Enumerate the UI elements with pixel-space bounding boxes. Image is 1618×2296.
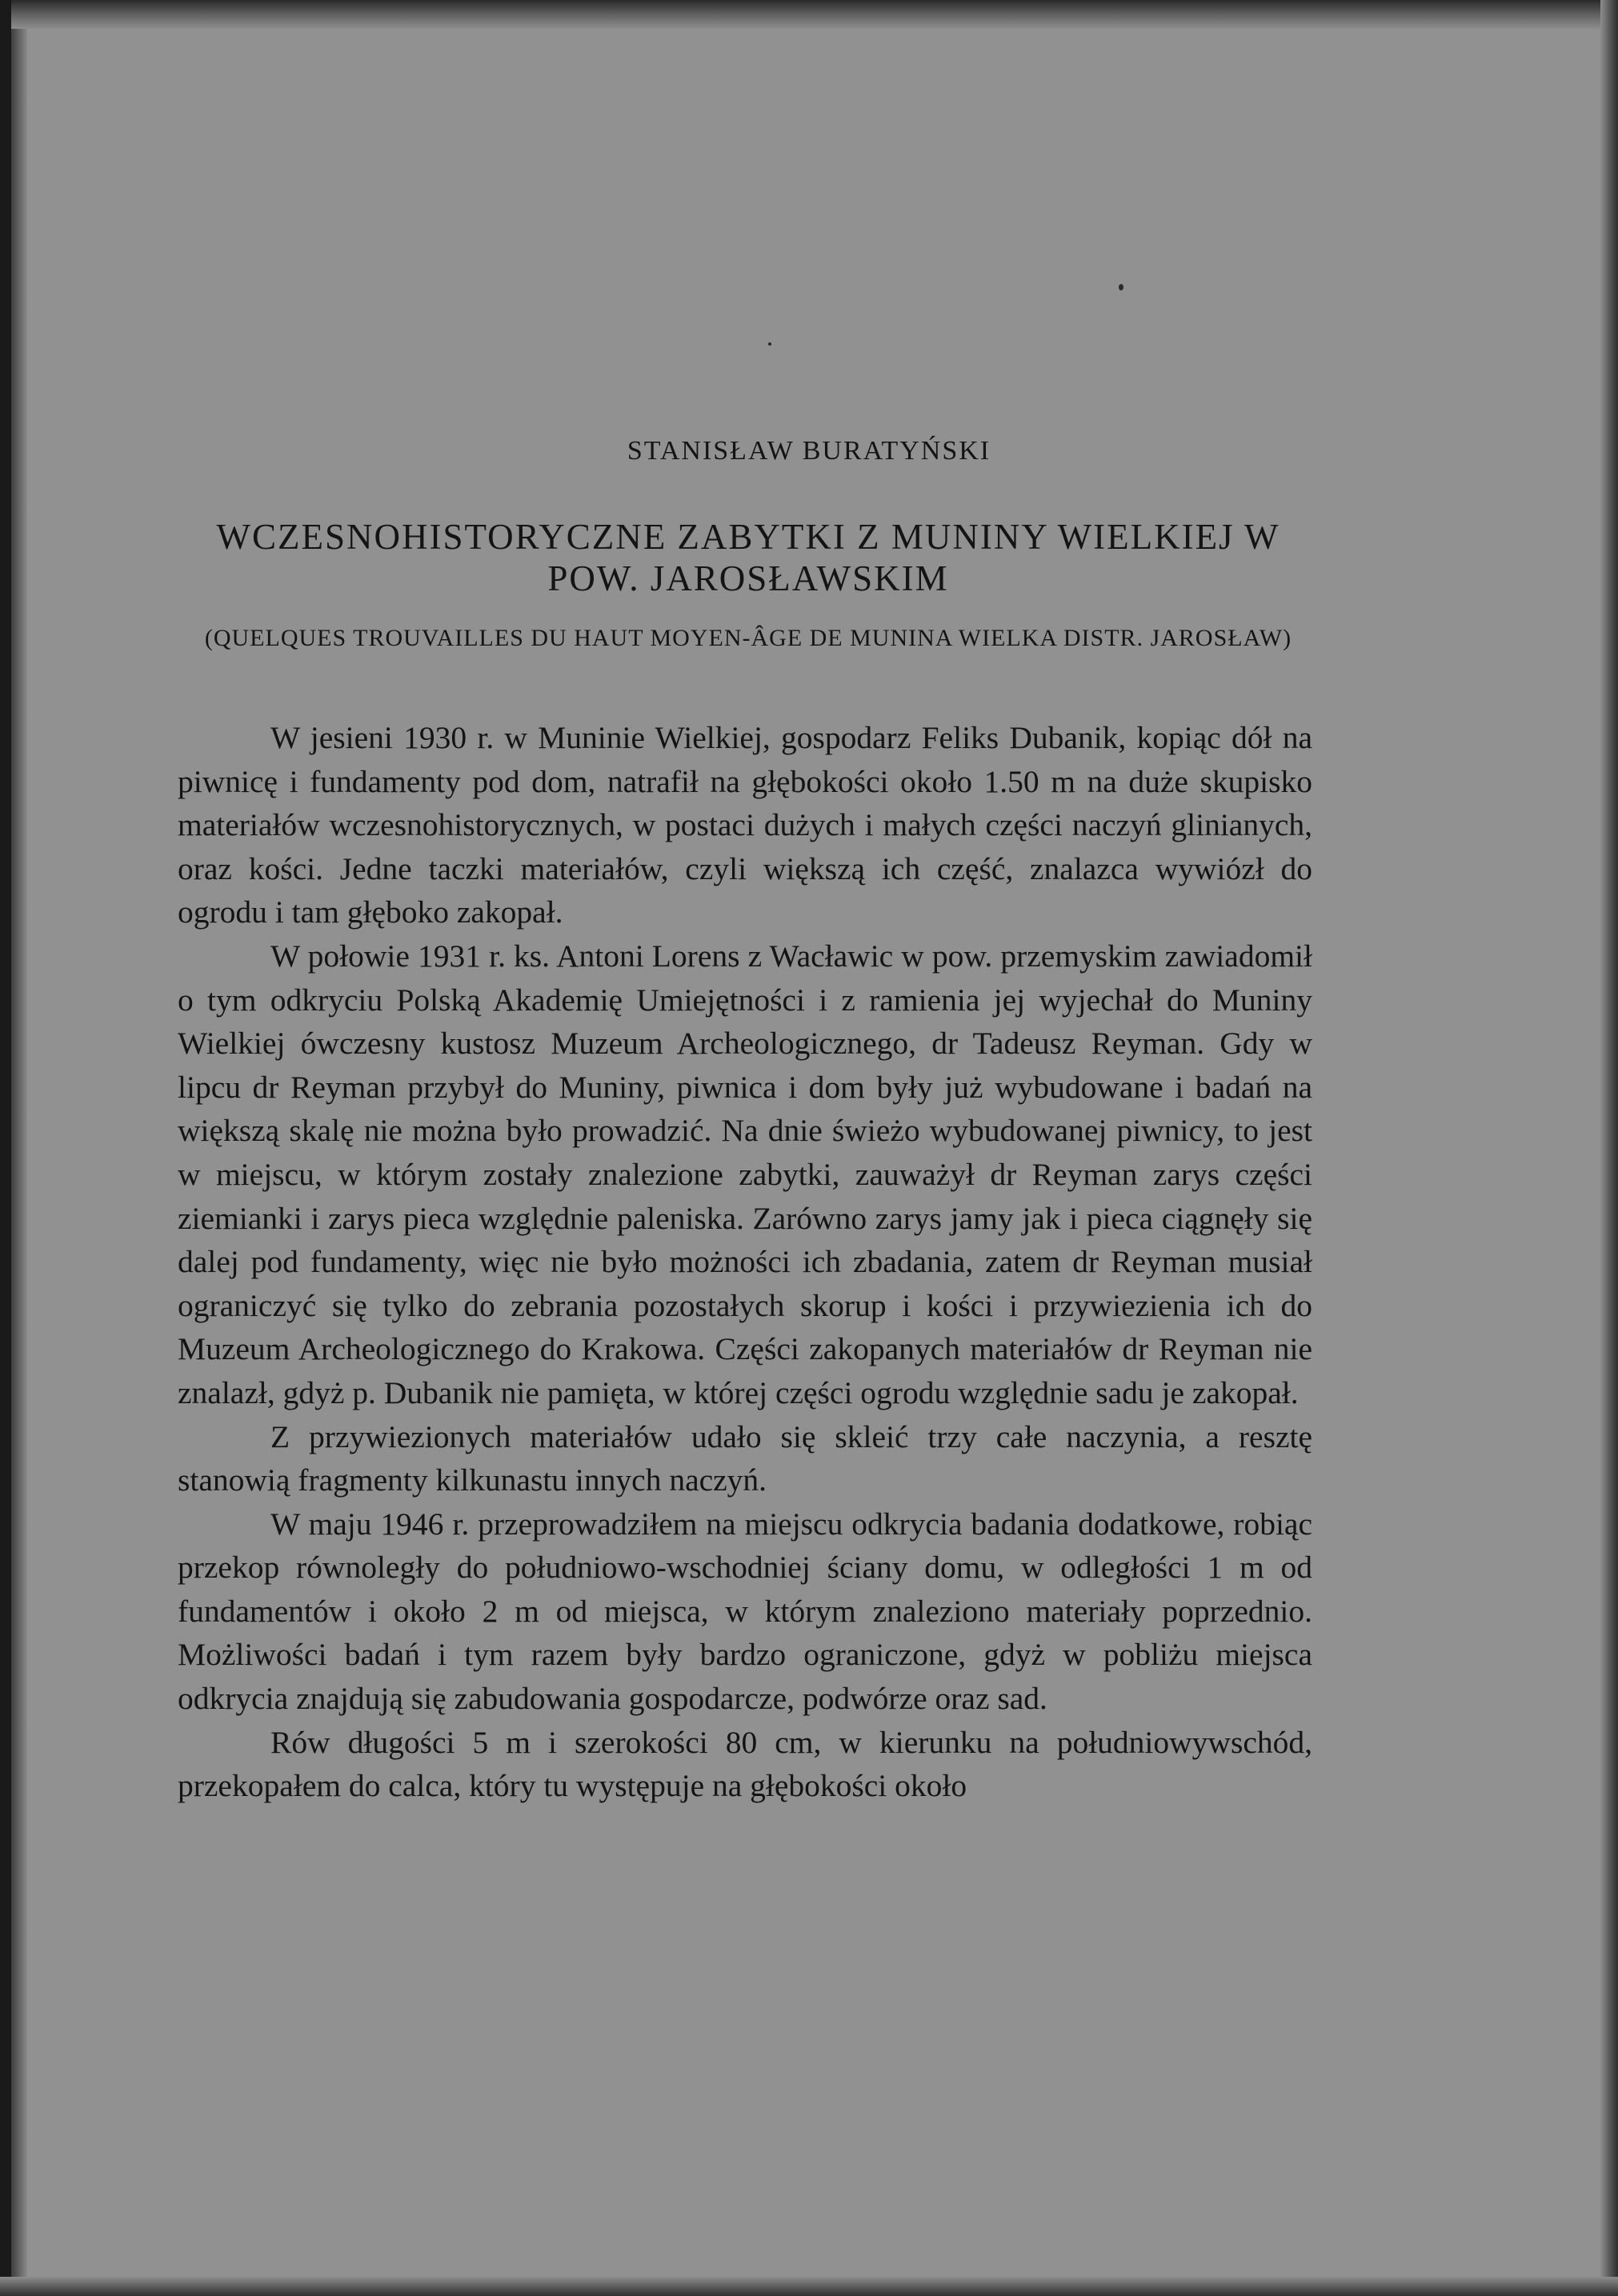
article-subtitle: (QUELQUES TROUVAILLES DU HAUT MOYEN-ÂGE DE MUNINA WIELKA DISTR. JAROSŁAW) <box>204 625 1292 651</box>
paragraph: W maju 1946 r. przeprowadziłem na miejscu odkrycia badania dodatkowe, robiąc przekop równoległy do południowo-wschodniej ściany domu, w odległości 1 m od fundamentów i około 2 m od miejsca, w którym znaleziono materiały poprzednio. Możliwości badań i tym razem były bardzo ograniczone, gdyż w pobliżu miejsca odkrycia znajdują się zabudowania gospodarcze, podwórze oraz sad. <box>178 1506 1312 1717</box>
book-spine-shadow <box>0 0 11 2296</box>
paragraph: Z przywiezionych materiałów udało się skleić trzy całe naczynia, a resztę stanowią fragmenty kilkunastu innych naczyń. <box>178 1418 1312 1498</box>
paragraph: Rów długości 5 m i szerokości 80 cm, w kierunku na południowywschód, przekopałem do calca, który tu występuje na głębokości około <box>178 1724 1312 1804</box>
top-edge-shadow <box>11 0 1618 29</box>
article-author: STANISŁAW BURATYŃSKI <box>627 436 991 466</box>
gutter-shadow <box>11 0 27 2296</box>
article-body <box>178 716 1312 1808</box>
paragraph: W jesieni 1930 r. w Muninie Wielkiej, gospodarz Feliks Dubanik, kopiąc dół na piwnicę i fundamenty pod dom, natrafił na głębokości około 1.50 m na duże skupisko materiałów wczesnohistorycznych, w postaci dużych i małych części naczyń glinianych, oraz kości. Jedne taczki materiałów, czyli większą ich część, znalazca wywiózł do ogrodu i tam głęboko zakopał. <box>178 720 1312 930</box>
right-edge-shadow <box>1600 0 1618 2296</box>
bottom-edge-shadow <box>0 2277 1618 2296</box>
article-title: WCZESNOHISTORYCZNE ZABYTKI Z MUNINY WIELKIEJ W POW. JAROSŁAWSKIM <box>216 517 1280 598</box>
paper-speck <box>1119 284 1123 290</box>
paragraph: W połowie 1931 r. ks. Antoni Lorens z Wacławic w pow. przemyskim zawiadomił o tym odkryciu Polską Akademię Umiejętności i z ramienia jej wyjechał do Muniny Wielkiej ówczesny kustosz Muzeum Archeologicznego, dr Tadeusz Reyman. Gdy w lipcu dr Reyman przybył do Muniny, piwnica i dom były już wybudowane i badań na większą skalę nie można było prowadzić. Na dnie świeżo wybudowanej piwnicy, to jest w miejscu, w którym zostały znalezione zabytki, zauważył dr Reyman zarys części ziemianki i zarys pieca względnie paleniska. Zarówno zarys jamy jak i pieca ciągnęły się dalej pod fundamenty, więc nie było możności ich zbadania, zatem dr Reyman musiał ograniczyć się tylko do zebrania pozostałych skorup i kości i przywiezienia ich do Muzeum Archeologicznego do Krakowa. Części zakopanych materiałów dr Reyman nie znalazł, gdyż p. Dubanik nie pamięta, w której części ogrodu względnie sadu je zakopał. <box>178 938 1312 1410</box>
paper-speck <box>768 342 771 346</box>
